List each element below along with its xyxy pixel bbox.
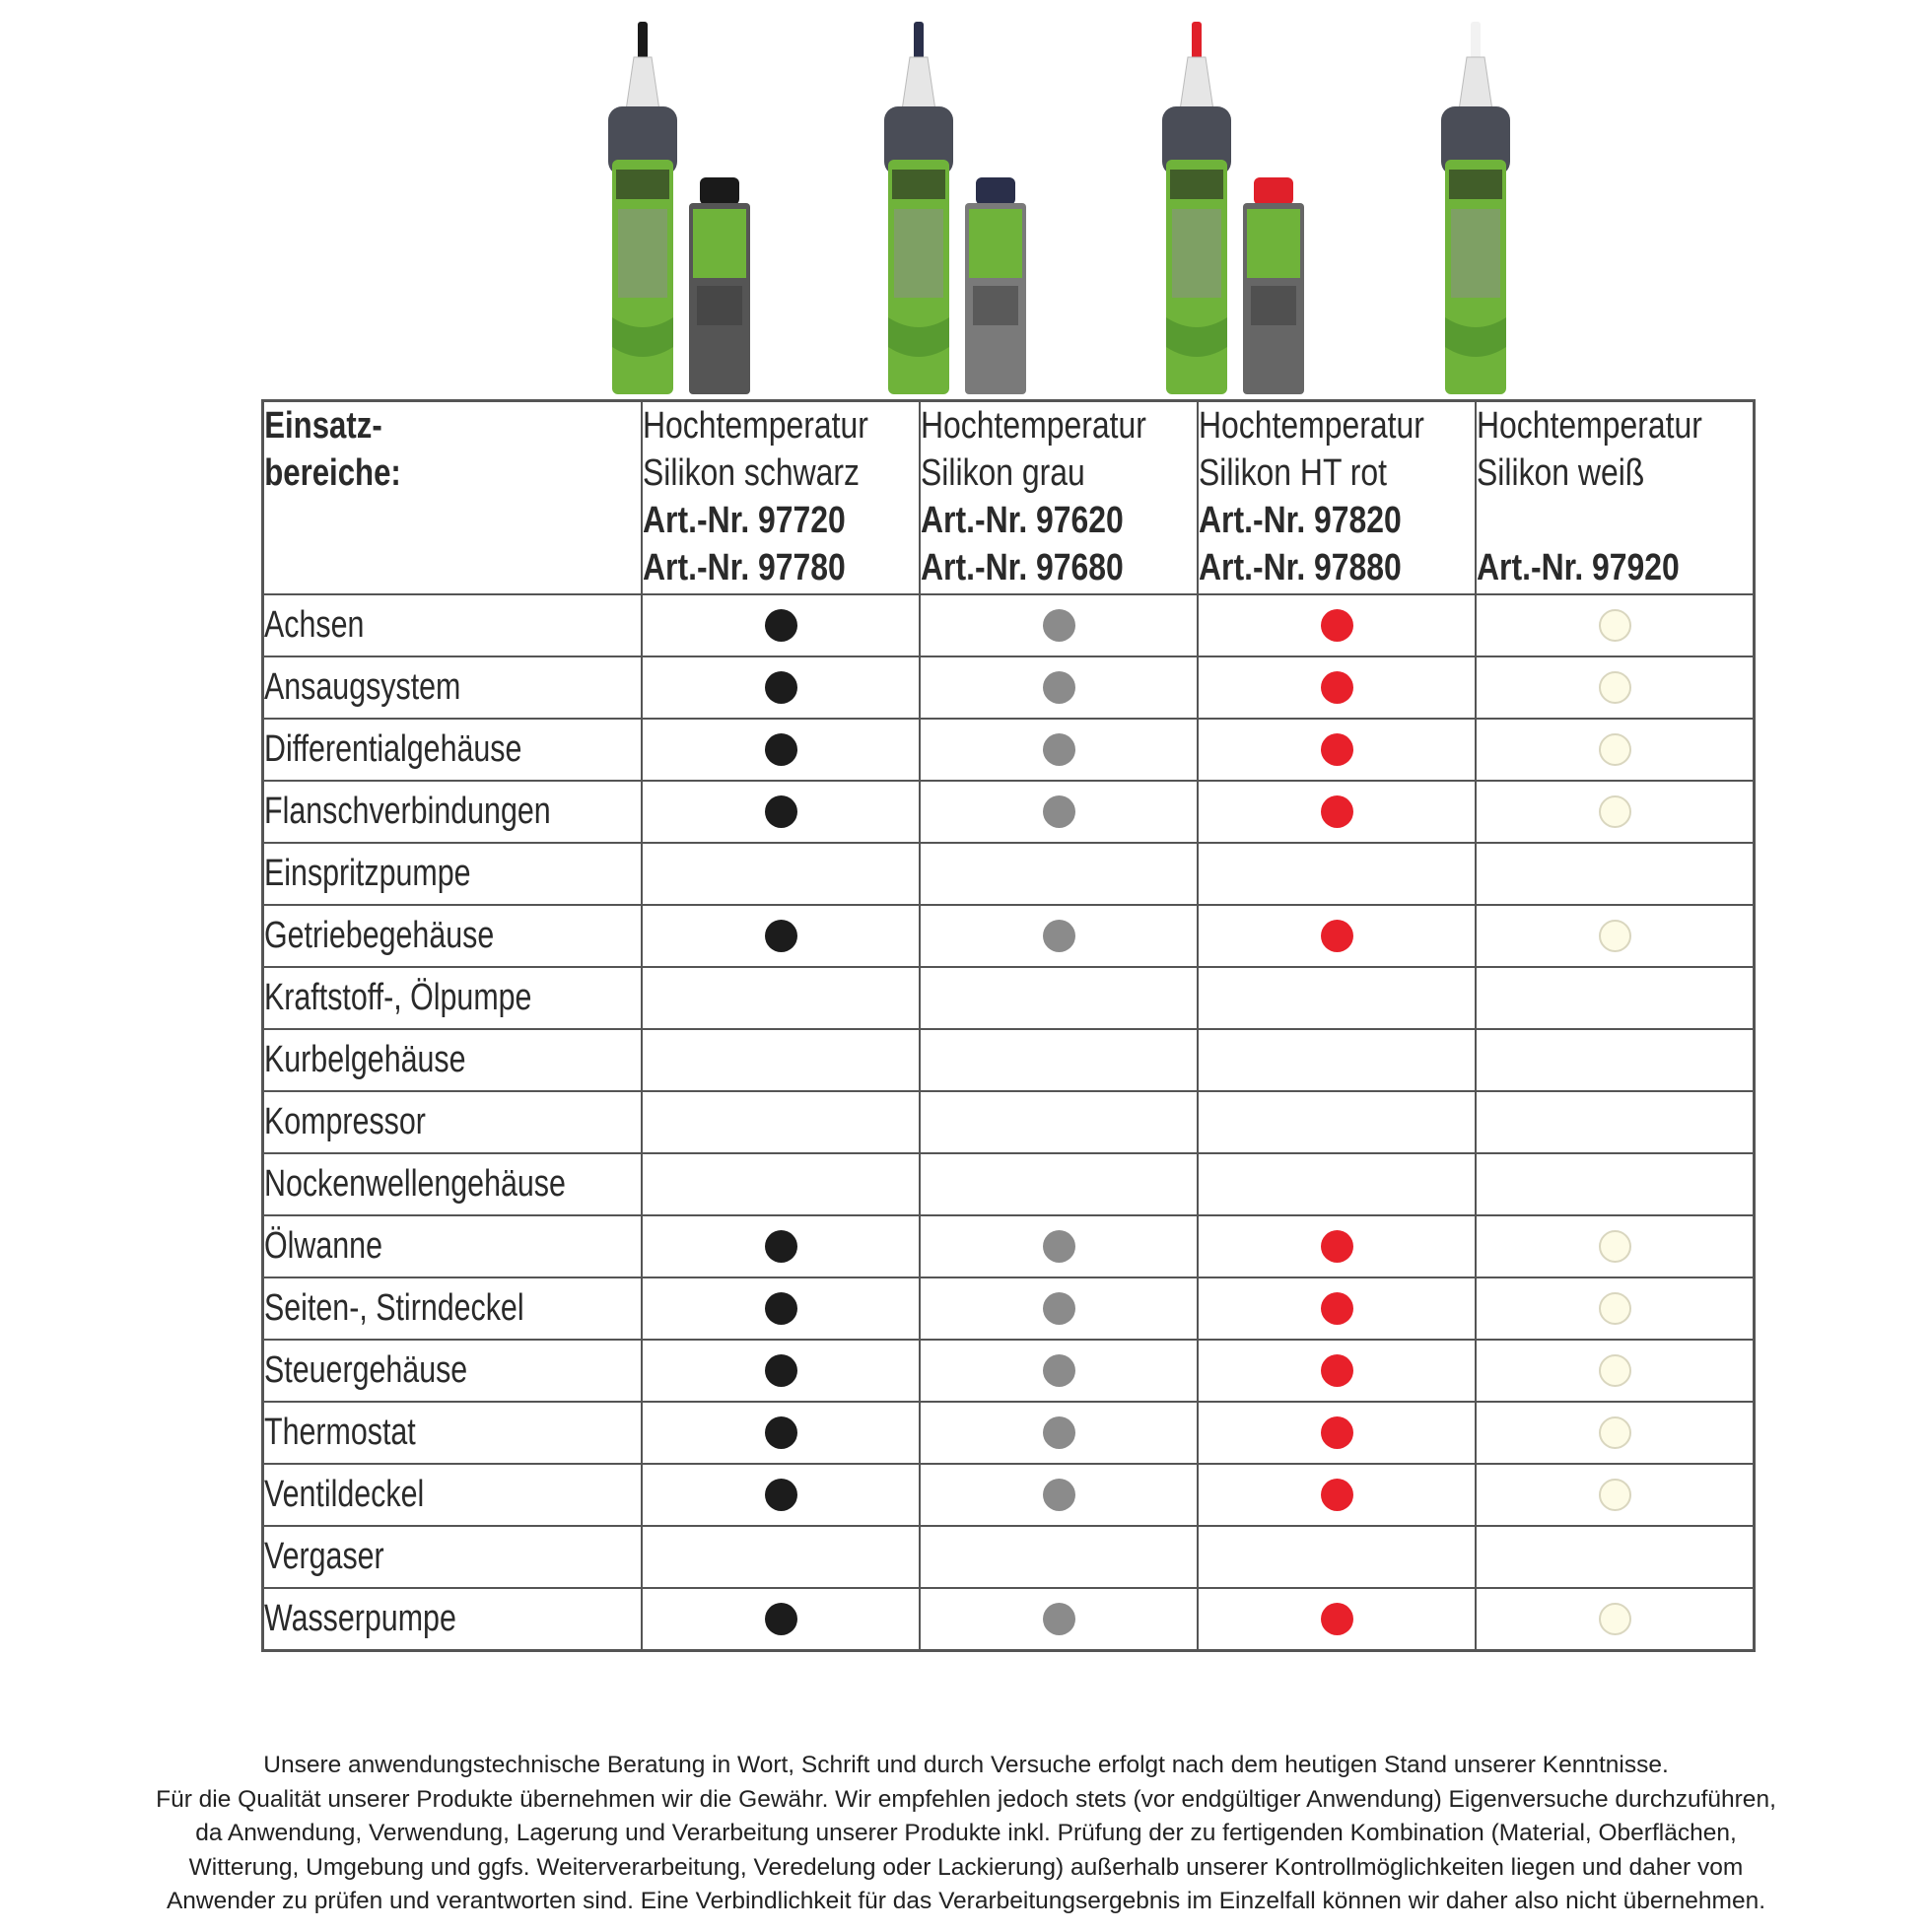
- suitability-cell: [1198, 594, 1476, 656]
- application-label-text: Thermostat: [264, 1411, 416, 1453]
- application-label-text: Ölwanne: [264, 1224, 382, 1267]
- suitability-cell: [642, 1402, 920, 1464]
- table-row: [263, 1091, 1755, 1153]
- suitability-dot-black: [765, 1416, 797, 1449]
- application-table: [261, 399, 1756, 1652]
- application-label-text: Nockenwellengehäuse: [264, 1162, 566, 1205]
- disclaimer-line: Anwender zu prüfen und verantworten sind. Eine Verbindlichkeit für das Verarbeitungsergebnis im Einzelfall können wir daher also nicht übernehmen.: [166, 1888, 1766, 1914]
- suitability-cell: [642, 781, 920, 843]
- article-number-1: Art.-Nr. 97720: [643, 500, 847, 541]
- application-label-text: Ventildeckel: [264, 1473, 425, 1515]
- suitability-dot-white: [1599, 795, 1631, 828]
- suitability-cell: [1198, 719, 1476, 781]
- application-label: [263, 1340, 643, 1402]
- suitability-dot-white: [1599, 609, 1631, 642]
- suitability-dot-black: [765, 1292, 797, 1325]
- suitability-cell: [1476, 1277, 1754, 1340]
- table-row: [263, 1526, 1755, 1588]
- suitability-cell: [920, 1588, 1198, 1651]
- table-row: [263, 1588, 1755, 1651]
- product-image: [862, 22, 1138, 394]
- column-header-product-white: [1476, 401, 1754, 594]
- suitability-dot-grey: [1043, 795, 1075, 828]
- disclaimer-line: Für die Qualität unserer Produkte übernehmen wir die Gewähr. Wir empfehlen jedoch stets (vor endgültiger Anwendung) Eigenversuche durchzuführen,: [156, 1785, 1776, 1813]
- application-label-text: Wasserpumpe: [264, 1597, 456, 1639]
- table-row: [263, 1464, 1755, 1526]
- column-header-product-red: [1198, 401, 1476, 594]
- suitability-cell: [920, 781, 1198, 843]
- suitability-dot-red: [1321, 1416, 1353, 1449]
- application-label: [263, 1277, 643, 1340]
- suitability-cell: [1198, 781, 1476, 843]
- product-image: [1419, 22, 1695, 394]
- suitability-cell: [1198, 1029, 1476, 1091]
- suitability-dot-white: [1599, 1603, 1631, 1635]
- application-label: [263, 594, 643, 656]
- application-label: [263, 1402, 643, 1464]
- application-label: [263, 781, 643, 843]
- suitability-cell: [642, 905, 920, 967]
- suitability-cell: [920, 967, 1198, 1029]
- column-header-applications: [263, 401, 575, 594]
- suitability-dot-white: [1599, 1479, 1631, 1511]
- suitability-cell: [920, 1029, 1198, 1091]
- product-name-line-2: Silikon weiß: [1477, 452, 1645, 494]
- suitability-dot-red: [1321, 1230, 1353, 1263]
- table-row: [263, 719, 1755, 781]
- suitability-dot-white: [1599, 733, 1631, 766]
- suitability-cell: [1476, 1215, 1754, 1277]
- application-label: [263, 656, 643, 719]
- product-name-line-1: Hochtemperatur: [643, 405, 869, 447]
- suitability-cell: [642, 967, 920, 1029]
- suitability-cell: [642, 1588, 920, 1651]
- suitability-cell: [1198, 1277, 1476, 1340]
- corner-line-1: Einsatz-: [263, 405, 382, 447]
- table-row: [263, 1340, 1755, 1402]
- product-name-line-2: Silikon schwarz: [643, 452, 861, 494]
- header-row: [263, 401, 1755, 594]
- application-label-text: Ansaugsystem: [264, 665, 461, 708]
- suitability-cell: [1476, 1340, 1754, 1402]
- corner-line-2: bereiche:: [263, 452, 401, 494]
- suitability-dot-black: [765, 1479, 797, 1511]
- suitability-cell: [642, 1153, 920, 1215]
- suitability-dot-red: [1321, 1292, 1353, 1325]
- suitability-dot-white: [1599, 920, 1631, 952]
- application-label: [263, 967, 643, 1029]
- product-name-line-2: Silikon grau: [921, 452, 1086, 494]
- suitability-dot-red: [1321, 1479, 1353, 1511]
- suitability-cell: [1476, 656, 1754, 719]
- suitability-dot-red: [1321, 609, 1353, 642]
- application-label-text: Seiten-, Stirndeckel: [264, 1286, 524, 1329]
- suitability-dot-black: [765, 920, 797, 952]
- suitability-cell: [1476, 781, 1754, 843]
- column-header-product-black: [642, 401, 920, 594]
- application-label-text: Kurbelgehäuse: [264, 1038, 466, 1080]
- suitability-dot-red: [1321, 671, 1353, 704]
- table-row: [263, 1029, 1755, 1091]
- table-row: [263, 843, 1755, 905]
- product-name-line-1: Hochtemperatur: [1477, 405, 1703, 447]
- disclaimer-line: Witterung, Umgebung und ggfs. Weiterverarbeitung, Veredelung oder Lackierung) außerhalb unserer Kontrollmöglichkeiten liegen und daher vom: [188, 1853, 1744, 1881]
- table-row: [263, 656, 1755, 719]
- suitability-cell: [1476, 1464, 1754, 1526]
- table-row: [263, 781, 1755, 843]
- article-number-1: Art.-Nr. 97820: [1199, 500, 1403, 541]
- suitability-cell: [1198, 1340, 1476, 1402]
- suitability-cell: [1476, 594, 1754, 656]
- table-row: [263, 1215, 1755, 1277]
- column-header-product-grey: [920, 401, 1198, 594]
- application-label-text: Steuergehäuse: [264, 1348, 468, 1391]
- application-label-text: Flanschverbindungen: [264, 790, 551, 832]
- suitability-cell: [1198, 967, 1476, 1029]
- suitability-cell: [1476, 967, 1754, 1029]
- suitability-dot-red: [1321, 733, 1353, 766]
- application-label: [263, 1153, 643, 1215]
- application-label-text: Getriebegehäuse: [264, 914, 495, 956]
- suitability-cell: [642, 656, 920, 719]
- suitability-cell: [920, 1153, 1198, 1215]
- suitability-cell: [642, 843, 920, 905]
- application-label: [263, 1588, 643, 1651]
- suitability-dot-grey: [1043, 920, 1075, 952]
- table-row: [263, 1153, 1755, 1215]
- suitability-cell: [1476, 905, 1754, 967]
- suitability-cell: [920, 905, 1198, 967]
- table-row: [263, 905, 1755, 967]
- table-row: [263, 594, 1755, 656]
- suitability-dot-white: [1599, 1416, 1631, 1449]
- application-label: [263, 1215, 643, 1277]
- suitability-dot-red: [1321, 1354, 1353, 1387]
- article-number-2: Art.-Nr. 97920: [1477, 547, 1681, 588]
- suitability-cell: [1198, 656, 1476, 719]
- article-number-2: Art.-Nr. 97680: [921, 547, 1125, 588]
- suitability-dot-white: [1599, 1354, 1631, 1387]
- suitability-dot-red: [1321, 795, 1353, 828]
- suitability-dot-white: [1599, 1292, 1631, 1325]
- suitability-dot-black: [765, 733, 797, 766]
- suitability-dot-grey: [1043, 733, 1075, 766]
- disclaimer-line: da Anwendung, Verwendung, Lagerung und Verarbeitung unserer Produkte inkl. Prüfung der zu fertigenden Kombination (Material, Oberflächen,: [195, 1820, 1737, 1846]
- article-number-1: Art.-Nr. 97620: [921, 500, 1125, 541]
- suitability-dot-grey: [1043, 1354, 1075, 1387]
- suitability-dot-black: [765, 671, 797, 704]
- table-row: [263, 1277, 1755, 1340]
- suitability-dot-grey: [1043, 1292, 1075, 1325]
- disclaimer-line: Unsere anwendungstechnische Beratung in Wort, Schrift und durch Versuche erfolgt nach dem heutigen Stand unserer Kenntnisse.: [263, 1752, 1669, 1778]
- application-label: [263, 1526, 643, 1588]
- article-number-2: Art.-Nr. 97880: [1199, 547, 1403, 588]
- product-name-line-1: Hochtemperatur: [921, 405, 1147, 447]
- suitability-cell: [1476, 1091, 1754, 1153]
- suitability-cell: [642, 1526, 920, 1588]
- application-label-text: Differentialgehäuse: [264, 727, 522, 770]
- suitability-cell: [642, 1340, 920, 1402]
- suitability-dot-black: [765, 609, 797, 642]
- suitability-cell: [920, 594, 1198, 656]
- application-label: [263, 719, 643, 781]
- application-label-text: Kompressor: [264, 1100, 426, 1142]
- table-row: [263, 967, 1755, 1029]
- application-label: [263, 1091, 643, 1153]
- suitability-cell: [1476, 1402, 1754, 1464]
- suitability-dot-grey: [1043, 1603, 1075, 1635]
- suitability-cell: [1198, 905, 1476, 967]
- table-row: [263, 1402, 1755, 1464]
- suitability-cell: [920, 1215, 1198, 1277]
- application-label-text: Einspritzpumpe: [264, 852, 471, 894]
- product-name-line-2: Silikon HT rot: [1199, 452, 1388, 494]
- application-label-text: Kraftstoff-, Ölpumpe: [264, 976, 532, 1018]
- suitability-cell: [642, 1277, 920, 1340]
- suitability-cell: [920, 1277, 1198, 1340]
- suitability-dot-black: [765, 1230, 797, 1263]
- suitability-cell: [920, 1464, 1198, 1526]
- suitability-cell: [1198, 1402, 1476, 1464]
- suitability-dot-grey: [1043, 1416, 1075, 1449]
- suitability-cell: [1476, 1526, 1754, 1588]
- application-label-text: Vergaser: [264, 1535, 384, 1577]
- suitability-dot-white: [1599, 671, 1631, 704]
- suitability-cell: [920, 843, 1198, 905]
- suitability-dot-grey: [1043, 671, 1075, 704]
- suitability-dot-grey: [1043, 1230, 1075, 1263]
- suitability-cell: [642, 594, 920, 656]
- article-number-2: Art.-Nr. 97780: [643, 547, 847, 588]
- suitability-cell: [1476, 1029, 1754, 1091]
- suitability-cell: [1476, 1153, 1754, 1215]
- product-image: [586, 22, 862, 394]
- suitability-dot-black: [765, 795, 797, 828]
- suitability-cell: [642, 719, 920, 781]
- suitability-dot-black: [765, 1354, 797, 1387]
- suitability-dot-black: [765, 1603, 797, 1635]
- suitability-cell: [920, 1402, 1198, 1464]
- application-label: [263, 905, 643, 967]
- suitability-cell: [1198, 1215, 1476, 1277]
- product-image: [1140, 22, 1416, 394]
- suitability-cell: [1198, 843, 1476, 905]
- suitability-cell: [1198, 1153, 1476, 1215]
- application-label: [263, 1464, 643, 1526]
- application-label: [263, 843, 643, 905]
- suitability-cell: [1198, 1464, 1476, 1526]
- suitability-dot-grey: [1043, 1479, 1075, 1511]
- suitability-cell: [920, 719, 1198, 781]
- application-label: [263, 1029, 643, 1091]
- product-name-line-1: Hochtemperatur: [1199, 405, 1425, 447]
- suitability-dot-red: [1321, 920, 1353, 952]
- suitability-cell: [1476, 1588, 1754, 1651]
- suitability-cell: [642, 1029, 920, 1091]
- application-label-text: Achsen: [264, 603, 365, 646]
- product-images: [0, 0, 1932, 394]
- suitability-cell: [1476, 719, 1754, 781]
- suitability-dot-grey: [1043, 609, 1075, 642]
- suitability-dot-red: [1321, 1603, 1353, 1635]
- suitability-cell: [920, 1526, 1198, 1588]
- suitability-dot-white: [1599, 1230, 1631, 1263]
- suitability-cell: [642, 1464, 920, 1526]
- suitability-cell: [1198, 1588, 1476, 1651]
- article-number-blank: [1477, 497, 1708, 544]
- suitability-cell: [642, 1215, 920, 1277]
- suitability-cell: [920, 1091, 1198, 1153]
- suitability-cell: [1476, 843, 1754, 905]
- disclaimer-text: [0, 1749, 1932, 1919]
- suitability-cell: [920, 656, 1198, 719]
- suitability-cell: [920, 1340, 1198, 1402]
- suitability-cell: [1198, 1091, 1476, 1153]
- suitability-cell: [642, 1091, 920, 1153]
- suitability-cell: [1198, 1526, 1476, 1588]
